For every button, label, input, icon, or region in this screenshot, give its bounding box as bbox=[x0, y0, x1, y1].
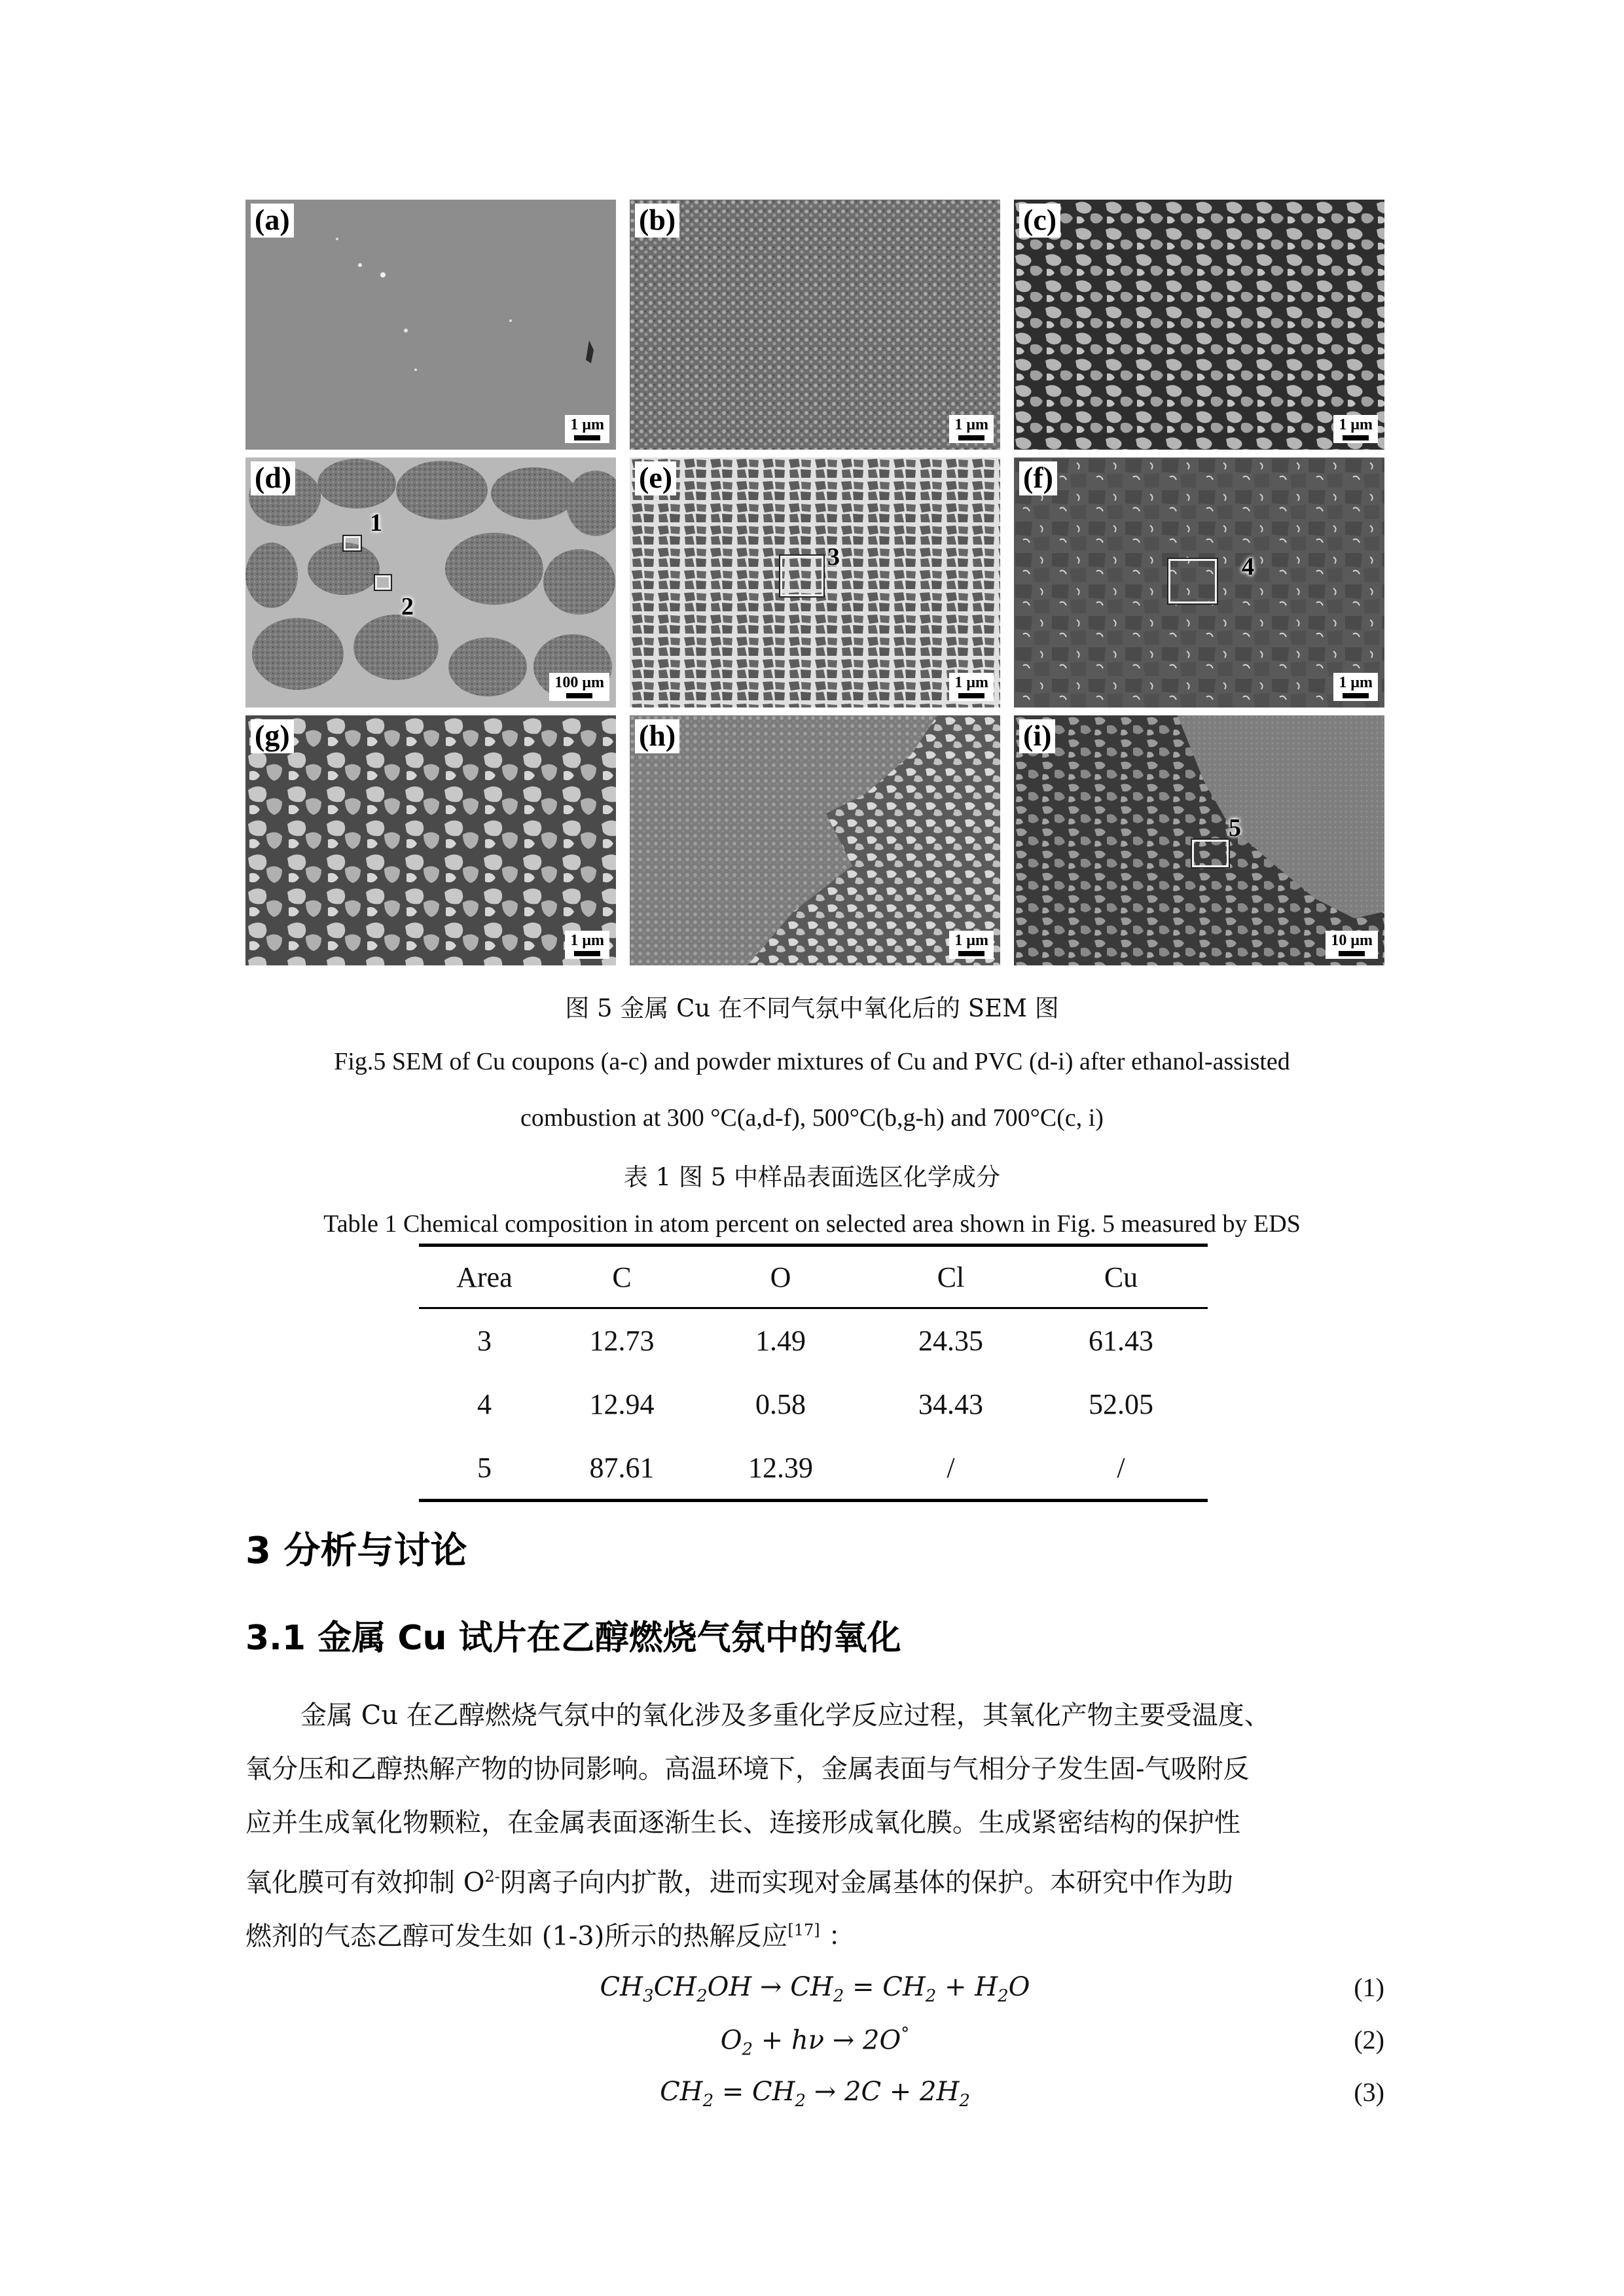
figure-caption-en-line2: combustion at 300 °C(a,d-f), 500°C(b,g-h) and 700°C(c, i) bbox=[520, 1104, 1104, 1132]
table-cell: 12.39 bbox=[748, 1451, 813, 1484]
roi-label: 5 bbox=[1229, 814, 1241, 842]
eds-composition-table bbox=[419, 1244, 1208, 1502]
scale-bar: 1 μm bbox=[949, 931, 994, 959]
table-header-cell: Area bbox=[456, 1261, 513, 1293]
table-header-cell: C bbox=[612, 1261, 632, 1293]
sem-panel-f bbox=[1014, 457, 1384, 708]
sem-panel-i bbox=[1014, 715, 1384, 965]
scale-bar: 10 μm bbox=[1326, 931, 1378, 959]
table-cell: 1.49 bbox=[755, 1324, 806, 1357]
table-cell: 24.35 bbox=[918, 1324, 983, 1357]
text-run: ： bbox=[820, 1921, 855, 1952]
table-cell: 3 bbox=[477, 1324, 492, 1357]
sem-image-g bbox=[245, 715, 616, 965]
roi-label: 1 bbox=[370, 509, 382, 537]
scale-bar: 1 μm bbox=[1333, 415, 1378, 443]
panel-label: (g) bbox=[251, 719, 294, 753]
table-cell: 87.61 bbox=[589, 1451, 655, 1484]
scale-bar: 1 μm bbox=[1333, 673, 1378, 701]
sem-image-b bbox=[630, 200, 1000, 450]
text-run: 氧化膜可有效抑制 O bbox=[245, 1867, 485, 1898]
table-header-row bbox=[419, 1246, 1208, 1308]
subsection-heading: 3.1 金属 Cu 试片在乙醇燃烧气氛中的氧化 bbox=[245, 1619, 901, 1658]
table-cell: 12.94 bbox=[589, 1388, 655, 1420]
roi-label: 4 bbox=[1242, 553, 1254, 581]
sem-image-c bbox=[1014, 200, 1384, 450]
panel-label: (d) bbox=[251, 461, 295, 495]
table-header-cell: O bbox=[770, 1261, 791, 1293]
table-cell: / bbox=[947, 1451, 955, 1484]
equation-body: $CH_2 = CH_2 \to 2C + 2H_2$ bbox=[660, 2077, 970, 2111]
sem-panel-h bbox=[630, 715, 1000, 965]
equation-3 bbox=[245, 2072, 1384, 2117]
citation: [17] bbox=[787, 1921, 820, 1939]
panel-label: (a) bbox=[251, 204, 294, 238]
paragraph-line bbox=[245, 1850, 1384, 1903]
roi-box bbox=[1168, 559, 1217, 603]
panel-label: (f) bbox=[1019, 461, 1057, 495]
paragraph-line: 应并生成氧化物颗粒，在金属表面逐渐生长、连接形成氧化膜。生成紧密结构的保护性 bbox=[245, 1808, 1240, 1838]
sem-figure bbox=[245, 200, 1384, 965]
sem-image-d bbox=[245, 457, 616, 708]
scale-bar: 1 μm bbox=[949, 415, 994, 443]
panel-label: (i) bbox=[1019, 719, 1055, 753]
figure-caption-cn: 图 5 金属 Cu 在不同气氛中氧化后的 SEM 图 bbox=[565, 994, 1059, 1022]
table-cell: 5 bbox=[477, 1451, 492, 1484]
sem-panel-c bbox=[1014, 200, 1384, 450]
paragraph-line: 氧分压和乙醇热解产物的协同影响。高温环境下，金属表面与气相分子发生固-气吸附反 bbox=[245, 1754, 1250, 1784]
table-row bbox=[419, 1437, 1208, 1501]
roi-box bbox=[344, 536, 361, 550]
equation-number: (3) bbox=[1354, 2077, 1384, 2107]
table-header-cell: Cu bbox=[1104, 1261, 1138, 1293]
roi-box bbox=[1192, 840, 1229, 867]
table-cell: 52.05 bbox=[1089, 1388, 1153, 1420]
sem-panel-b bbox=[630, 200, 1000, 450]
roi-box bbox=[375, 575, 391, 590]
equation-2 bbox=[245, 2019, 1384, 2065]
panel-label: (e) bbox=[635, 461, 676, 495]
scale-bar: 1 μm bbox=[949, 673, 994, 701]
table-row bbox=[419, 1308, 1208, 1372]
scale-bar: 1 μm bbox=[565, 415, 609, 443]
scale-bar: 100 μm bbox=[549, 673, 609, 701]
roi-box bbox=[780, 556, 823, 596]
panel-label: (b) bbox=[635, 204, 679, 238]
panel-label: (c) bbox=[1019, 204, 1060, 238]
table-cell: 12.73 bbox=[589, 1324, 655, 1357]
text-run: 燃剂的气态乙醇可发生如 (1-3)所示的热解反应 bbox=[245, 1921, 788, 1952]
equation-body: $CH_3CH_2OH \to CH_2 = CH_2 + H_2O$ bbox=[600, 1972, 1030, 2006]
roi-label: 2 bbox=[401, 593, 414, 620]
table-cell: 4 bbox=[477, 1388, 492, 1420]
table-cell: 34.43 bbox=[918, 1388, 983, 1420]
section-heading: 3 分析与讨论 bbox=[245, 1530, 467, 1572]
equation-number: (1) bbox=[1354, 1973, 1384, 2002]
paragraph-line bbox=[245, 1903, 1384, 1957]
sem-panel-e bbox=[630, 457, 1000, 708]
sem-panel-g bbox=[245, 715, 616, 965]
panel-label: (h) bbox=[635, 719, 679, 753]
table-cell: 61.43 bbox=[1089, 1324, 1153, 1357]
sem-panel-d bbox=[245, 457, 616, 708]
figure-caption-en-line1: Fig.5 SEM of Cu coupons (a-c) and powder mixtures of Cu and PVC (d-i) after ethanol-assisted bbox=[334, 1048, 1290, 1075]
body-paragraph bbox=[245, 1689, 1384, 1957]
sem-image-h bbox=[630, 715, 1000, 965]
table-cell: / bbox=[1117, 1451, 1125, 1484]
superscript: 2- bbox=[484, 1867, 500, 1886]
sem-image-a bbox=[245, 200, 616, 450]
table-header-cell: Cl bbox=[937, 1261, 965, 1293]
table-cell: 0.58 bbox=[755, 1388, 806, 1420]
equation-body: $O_2 + h\nu \to 2O^\circ$ bbox=[720, 2024, 910, 2060]
equation-number: (2) bbox=[1354, 2025, 1384, 2054]
sem-panel-a bbox=[245, 200, 616, 450]
table-row bbox=[419, 1372, 1208, 1437]
roi-label: 3 bbox=[827, 543, 840, 571]
table-caption-en: Table 1 Chemical composition in atom percent on selected area shown in Fig. 5 measured by EDS bbox=[323, 1210, 1301, 1238]
scale-bar: 1 μm bbox=[565, 931, 609, 959]
table-caption-cn: 表 1 图 5 中样品表面选区化学成分 bbox=[623, 1163, 1001, 1191]
equation-1 bbox=[245, 1967, 1384, 2013]
text-run: 阴离子向内扩散，进而实现对金属基体的保护。本研究中作为助 bbox=[499, 1867, 1233, 1898]
paragraph-line: 金属 Cu 在乙醇燃烧气氛中的氧化涉及多重化学反应过程，其氧化产物主要受温度、 bbox=[300, 1700, 1271, 1731]
